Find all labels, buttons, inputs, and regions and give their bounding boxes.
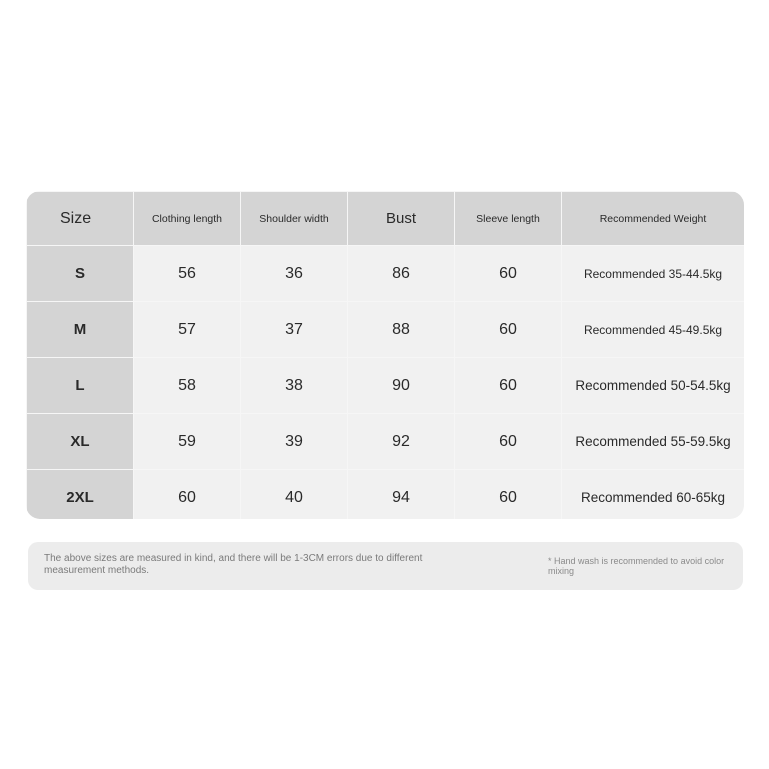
table-row <box>27 414 745 470</box>
bust-value: 94 <box>348 470 455 520</box>
sleeve-length-value: 60 <box>455 302 562 358</box>
clothing-length-value: 60 <box>134 470 241 520</box>
measurement-note: The above sizes are measured in kind, and there will be 1-3CM errors due to different measurement methods. <box>44 553 423 576</box>
header-bust: Bust <box>348 192 455 246</box>
header-size: Size <box>27 192 134 246</box>
size-table <box>26 191 744 519</box>
recommended-weight-value: Recommended 50-54.5kg <box>562 358 745 414</box>
size-label: XL <box>27 414 134 470</box>
bust-value: 86 <box>348 246 455 302</box>
clothing-length-value: 56 <box>134 246 241 302</box>
bust-value: 88 <box>348 302 455 358</box>
notes-panel <box>28 542 743 590</box>
shoulder-width-value: 37 <box>241 302 348 358</box>
shoulder-width-value: 39 <box>241 414 348 470</box>
sleeve-length-value: 60 <box>455 246 562 302</box>
header-sleeve-length: Sleeve length <box>455 192 562 246</box>
recommended-weight-value: Recommended 35-44.5kg <box>562 246 745 302</box>
recommended-weight-value: Recommended 55-59.5kg <box>562 414 745 470</box>
care-note: * Hand wash is recommended to avoid color mixing <box>548 556 725 576</box>
size-label: M <box>27 302 134 358</box>
size-label: L <box>27 358 134 414</box>
clothing-length-value: 57 <box>134 302 241 358</box>
size-label: 2XL <box>27 470 134 520</box>
shoulder-width-value: 38 <box>241 358 348 414</box>
shoulder-width-value: 36 <box>241 246 348 302</box>
header-recommended-weight: Recommended Weight <box>562 192 745 246</box>
table-row <box>27 302 745 358</box>
bust-value: 92 <box>348 414 455 470</box>
table-row <box>27 358 745 414</box>
bust-value: 90 <box>348 358 455 414</box>
size-chart <box>26 191 744 519</box>
sleeve-length-value: 60 <box>455 470 562 520</box>
recommended-weight-value: Recommended 60-65kg <box>562 470 745 520</box>
table-row <box>27 246 745 302</box>
clothing-length-value: 59 <box>134 414 241 470</box>
header-clothing-length: Clothing length <box>134 192 241 246</box>
recommended-weight-value: Recommended 45-49.5kg <box>562 302 745 358</box>
sleeve-length-value: 60 <box>455 414 562 470</box>
table-row <box>27 470 745 520</box>
header-shoulder-width: Shoulder width <box>241 192 348 246</box>
sleeve-length-value: 60 <box>455 358 562 414</box>
header-row <box>27 192 745 246</box>
clothing-length-value: 58 <box>134 358 241 414</box>
shoulder-width-value: 40 <box>241 470 348 520</box>
size-label: S <box>27 246 134 302</box>
